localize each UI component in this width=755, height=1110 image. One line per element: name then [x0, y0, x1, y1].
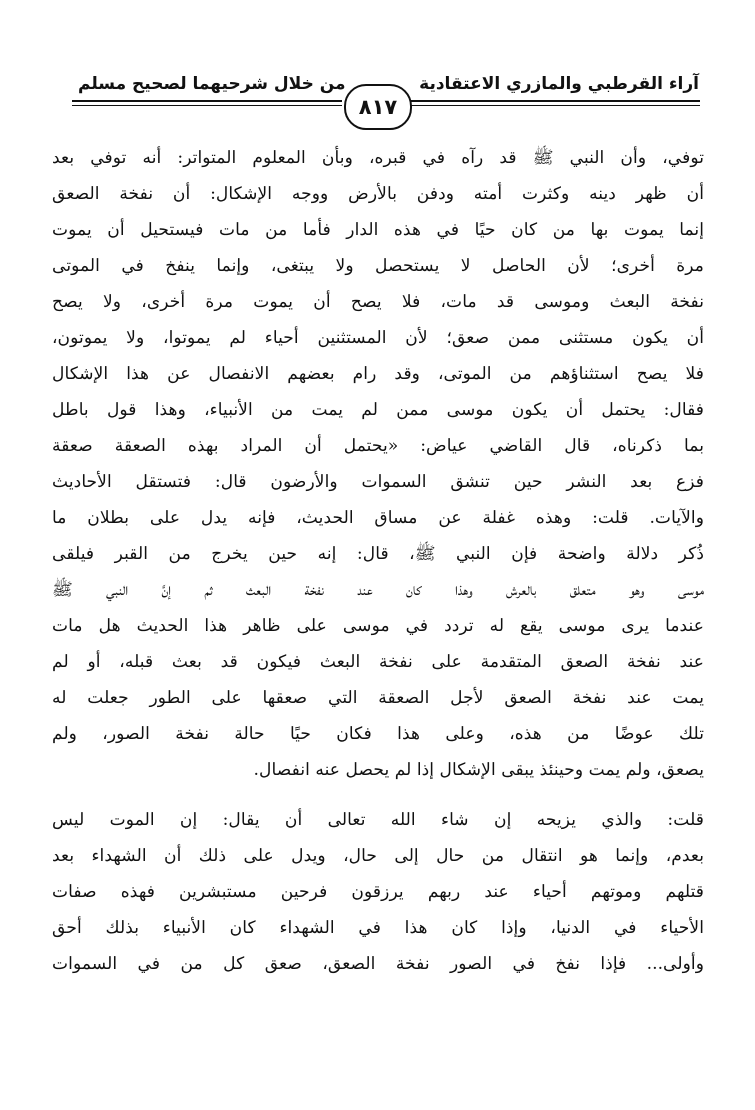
- header-rule-thick-right: [410, 100, 700, 102]
- page-number-frame: [344, 84, 412, 130]
- text-line: إنما يموت بها من كان حيًا في هذه الدار فأما من مات فيستحيل أن يموت: [52, 220, 704, 240]
- text-line: يصعق، ولم يمت وحينئذ يبقى الإشكال إذا لم يحصل عنه انفصال.: [253, 760, 704, 780]
- running-header-title: آراء القرطبي والمازري الاعتقادية: [419, 74, 699, 94]
- text-line: ذُكر دلالة واضحة فإن النبي ﷺ، قال: إنه حين يخرج من القبر فيلقى: [52, 544, 704, 564]
- text-line: أن ظهر دينه وكثرت أمته ودفن بالأرض ووجه الإشكال: أن نفخة الصعق: [52, 184, 704, 204]
- text-line: عندما يرى موسى يقع له تردد في موسى على ظاهر هذا الحديث هل مات: [52, 616, 704, 636]
- text-line: أن يكون مستثنى ممن صعق؛ لأن المستثنين أحياء لم يموتوا، ولا يموتون،: [52, 328, 704, 348]
- page-number: ٨١٧: [358, 95, 398, 119]
- header-rule-thin-right: [410, 105, 700, 106]
- paragraph-1: [52, 140, 704, 788]
- text-line: قلت: والذي يزيحه إن شاء الله تعالى أن يقال: إن الموت ليس: [52, 810, 704, 830]
- header-rule-thin-left: [72, 105, 342, 106]
- body-text: [52, 140, 704, 982]
- paragraph-gap: [52, 788, 704, 802]
- text-line: فقال: يحتمل أن يكون موسى ممن لم يمت من الأنبياء، وهذا قول باطل: [52, 400, 704, 420]
- text-line: موسى وهو متعلق بالعرش وهذا كان عند نفخة البعث ثم إنَّ النبي ﷺ: [52, 580, 704, 600]
- text-line: والآيات. قلت: وهذه غفلة عن مساق الحديث، فإنه يدل على بطلان ما: [52, 508, 704, 528]
- text-line: الأحياء في الدنيا، وإذا كان هذا في الشهداء كان الأنبياء بذلك أحق: [52, 918, 704, 938]
- text-line: نفخة البعث وموسى قد مات، فلا يصح أن يموت مرة أخرى، ولا يصح: [52, 292, 704, 312]
- text-line: فلا يصح استثناؤهم من الموتى، وقد رام بعضهم الانفصال عن هذا الإشكال: [52, 364, 704, 384]
- text-line: وأولى... فإذا نفخ في الصور نفخة الصعق، صعق كل من في السموات: [52, 954, 704, 974]
- text-line: بما ذكرناه، قال القاضي عياض: «يحتمل أن المراد بهذه الصعقة صعقة: [52, 436, 704, 456]
- text-line: تلك عوضًا من هذه، وعلى هذا فكان حيًا حالة نفخة الصور، ولم: [52, 724, 704, 744]
- running-header-subtitle: من خلال شرحيهما لصحيح مسلم: [78, 74, 346, 94]
- text-line: قتلهم وموتهم أحياء عند ربهم يرزقون فرحين مستبشرين فهذه صفات: [52, 882, 704, 902]
- text-line: توفي، وأن النبي ﷺ قد رآه في قبره، وبأن المعلوم المتواتر: أنه توفي بعد: [52, 148, 704, 168]
- header-rule-thick-left: [72, 100, 342, 102]
- text-line: عند نفخة الصعق المتقدمة على نفخة البعث فيكون قد بعث قبله، أو لم: [52, 652, 704, 672]
- text-line: بعدم، وإنما هو انتقال من حال إلى حال، ويدل على ذلك أن الشهداء بعد: [52, 846, 704, 866]
- paragraph-2: [52, 802, 704, 982]
- text-line: فزع بعد النشر حين تنشق السموات والأرضون قال: فتستقل الأحاديث: [52, 472, 704, 492]
- text-line: مرة أخرى؛ لأن الحاصل لا يستحصل ولا يبتغى، وإنما ينفخ في الموتى: [52, 256, 704, 276]
- text-line: يمت عند نفخة الصعق لأجل الصعقة التي صعقها على الطور جعلت له: [52, 688, 704, 708]
